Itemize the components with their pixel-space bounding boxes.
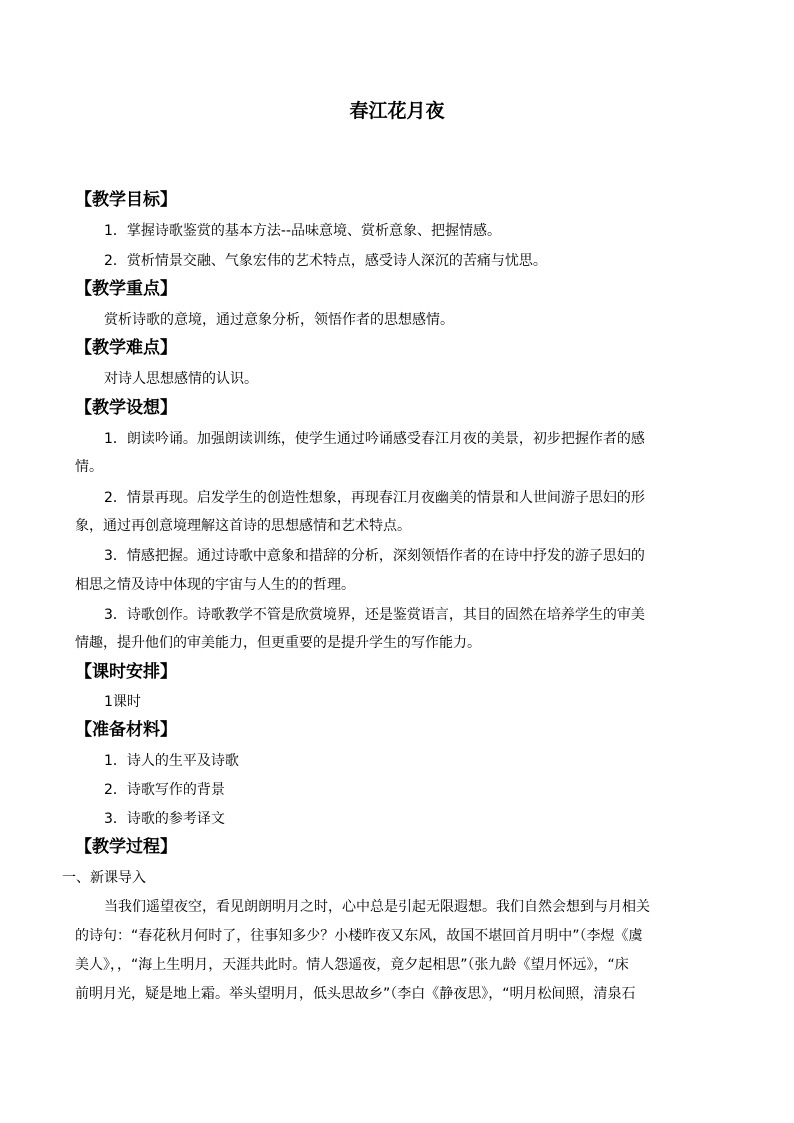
difficulties-text: 对诗人思想感情的认识。 [104, 371, 258, 387]
goal-item-1: 1．掌握诗歌鉴赏的基本方法--品味意境、赏析意象、把握情感。 [104, 223, 502, 239]
section-heading-materials: 【准备材料】 [75, 720, 177, 740]
section-heading-design: 【教学设想】 [75, 398, 177, 418]
design-item-2-line-2: 象，通过再创意境理解这首诗的思想感情和艺术特点。 [75, 518, 411, 534]
design-item-4-line-2: 情趣，提升他们的审美能力，但更重要的是提升学生的写作能力。 [75, 635, 481, 651]
intro-paragraph-line-3: 美人》，，“海上生明月，天涯共此时。情人怨遥夜，竟夕起相思”（张九龄《望月怀远》，“床 [75, 957, 629, 973]
key-points-text: 赏析诗歌的意境，通过意象分析，领悟作者的思想感情。 [104, 312, 454, 328]
section-heading-key-points: 【教学重点】 [75, 279, 177, 299]
schedule-text: 1课时 [104, 694, 141, 710]
process-subheading-intro: 一、新课导入 [62, 870, 146, 886]
intro-paragraph-line-1: 当我们遥望夜空，看见朗朗明月之时，心中总是引起无限遐想。我们自然会想到与月相关 [104, 899, 650, 915]
section-heading-process: 【教学过程】 [75, 837, 177, 857]
design-item-3-line-1: 3．情感把握。通过诗歌中意象和措辞的分析，深刻领悟作者的在诗中抒发的游子思妇的 [104, 548, 645, 564]
section-heading-schedule: 【课时安排】 [75, 662, 177, 682]
materials-item-3: 3．诗歌的参考译文 [104, 811, 225, 827]
section-heading-difficulties: 【教学难点】 [75, 338, 177, 358]
materials-item-2: 2．诗歌写作的背景 [104, 782, 225, 798]
intro-paragraph-line-4: 前明月光，疑是地上霜。举头望明月，低头思故乡”（李白《静夜思》，“明月松间照，清泉石 [75, 986, 636, 1002]
document-title: 春江花月夜 [349, 100, 445, 122]
design-item-1-line-2: 情。 [75, 459, 103, 475]
section-heading-goals: 【教学目标】 [75, 190, 177, 210]
materials-item-1: 1．诗人的生平及诗歌 [104, 753, 239, 769]
design-item-1-line-1: 1．朗读吟诵。加强朗读训练，使学生通过吟诵感受春江月夜的美景，初步把握作者的感 [104, 431, 645, 447]
goal-item-2: 2．赏析情景交融、气象宏伟的艺术特点，感受诗人深沉的苦痛与忧思。 [104, 253, 547, 269]
design-item-4-line-1: 3．诗歌创作。诗歌教学不管是欣赏境界，还是鉴赏语言，其目的固然在培养学生的审美 [104, 607, 645, 623]
design-item-3-line-2: 相思之情及诗中体现的宇宙与人生的的哲理。 [75, 577, 355, 593]
intro-paragraph-line-2: 的诗句：“春花秋月何时了，往事知多少？小楼昨夜又东风，故国不堪回首月明中”（李煜《虞 [75, 928, 643, 944]
design-item-2-line-1: 2．情景再现。启发学生的创造性想象，再现春江月夜幽美的情景和人世间游子思妇的形 [104, 490, 645, 506]
